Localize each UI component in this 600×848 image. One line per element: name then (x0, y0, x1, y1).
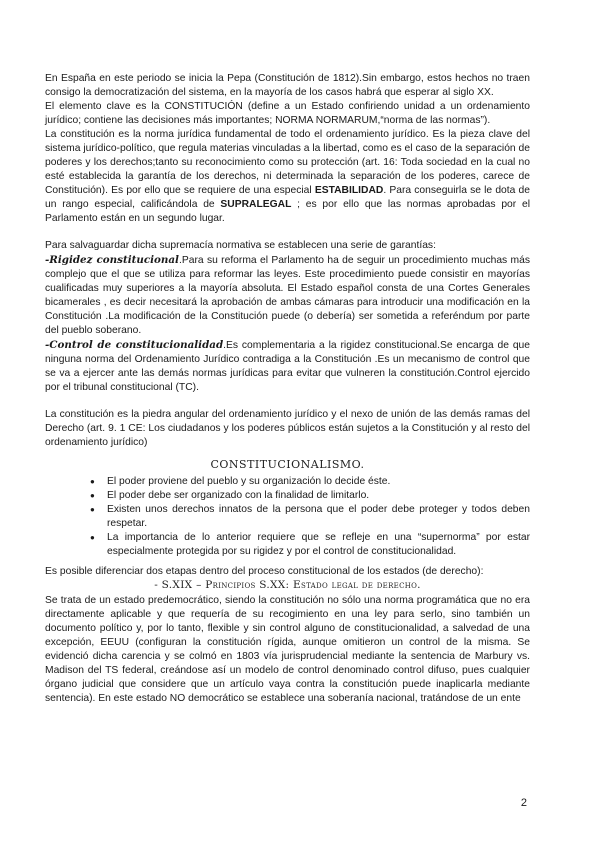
text-run: La constitución es la norma jurídica fundamental de todo el ordenamiento jurídico. Es la pieza clave del sistema jurídico-político, que regula materias vinculadas a la libertad, como es el caso de la separación de poderes y los derechos;tanto su reconocimiento como su protección (art. 16: Toda sociedad en la cual no esté establecida la garantía de los derechos, ni determinada la separación de los poderes, carece de Constitución). Es por ello que se requiere de una especial (45, 129, 530, 196)
text-run: . Para conseguirla se le dota de un rango especial, calificándola de (45, 185, 531, 210)
paragraph-piedra-angular: La constitución es la piedra angular del ordenamiento jurídico y el nexo de unión de las demás ramas del Derecho (art. 9. 1 CE: Los ciudadanos y los poderes públicos están sujetos a la Constitución y al resto del ordenamiento jurídico) (45, 409, 530, 448)
list-item: ● Existen unos derechos innatos de la persona que el poder debe proteger y todos deben respetar. (107, 503, 530, 531)
text-run: .Para su reforma el Parlamento ha de seguir un procedimiento muchas más complejo que el que se utiliza para reformar las leyes. Este procedimiento puede consistir en mayorías cualificadas muy superiores a la mayoría absoluta. El Estado español consta de una Cortes Generales bicamerales , es decir necesitará la aprobación de ambas cámaras para introducir una modificación en la Constitución .La modificación de la Constitución puede (o debería) ser sometida a referéndum por parte del pueblo soberano. (45, 255, 530, 336)
document-body (45, 72, 530, 706)
paragraph-control (45, 338, 530, 395)
page-number: 2 (520, 797, 527, 809)
subtitle: - S.XIX – Principios S.XX: Estado legal de derecho. (154, 579, 421, 591)
list-item: ● La importancia de lo anterior requiere que se refleje en una “supernorma” por estar especialmente protegida por su rigidez y por el control de constitucionalidad. (107, 531, 530, 559)
text-run: .Es complementaria a la rigidez constitucional.Se encarga de que ninguna norma del Ordenamiento Jurídico contradiga a la Constitución .Es un mecanismo de control que se va a ejercer ante las demás normas jurídicas para evitar que vulneren la constitución.Control ejercido por el tribunal constitucional (TC). (45, 340, 530, 393)
bold-estabilidad: ESTABILIDAD (314, 185, 384, 196)
bullet-list (45, 475, 530, 559)
heading-control: -Control de constitucionalidad (45, 339, 224, 351)
paragraph-elemento-clave: El elemento clave es la CONSTITUCIÓN (define a un Estado confiriendo unidad a un ordenamiento jurídico; contiene las decisiones más importantes; NORMA NORMARUM,“norma de las normas”). (45, 101, 530, 126)
heading-rigidez: -Rigidez constitucional (45, 254, 179, 266)
paragraph-estado-predemocratico: Se trata de un estado predemocrático, siendo la constitución no sólo una norma programática que no era directamente aplicable y que requería de su recogimiento en una ley para serlo, sino también un documento político y, por lo tanto, flexible y sin control alguno de constitucionalidad, a salvedad de una excepción, EEUU (configuran la constitución rígida, aunque omitieron un control de la misma. Se evidenció dicha carencia y se colmó en 1803 vía jurisprudencial mediante la sentencia de Marbury vs. Madison del TS federal, creándose así un modelo de control denominado control difuso, pues cualquier órgano judicial que considere que un artículo vaya contra la constitución puede inaplicarla mediante sentencia). En este estado NO democrático se establece una soberanía nacional, tratándose de un ente (45, 595, 530, 704)
bold-supralegal: SUPRALEGAL (220, 199, 292, 210)
paragraph-norma-fundamental (45, 128, 530, 226)
paragraph-pepa: En España en este periodo se inicia la Pepa (Constitución de 1812).Sin embargo, estos hechos no traen consigo la democratización del sistema, en la mayoría de los casos habrá que esperar al siglo XX. (45, 73, 530, 98)
paragraph-etapas: Es posible diferenciar dos etapas dentro del proceso constitucional de los estados (de derecho): (45, 566, 484, 577)
list-item: ● El poder debe ser organizado con la finalidad de limitarlo. (107, 489, 530, 503)
paragraph-rigidez (45, 253, 530, 338)
list-item: ● El poder proviene del pueblo y su organización lo decide éste. (107, 475, 530, 489)
paragraph-garantias: Para salvaguardar dicha supremacía normativa se establecen una serie de garantías: (45, 240, 436, 251)
section-title: CONSTITUCIONALISMO. (210, 458, 365, 471)
text-run: ; es por ello que las normas aprobadas por el Parlamento están en un segundo lugar. (45, 199, 530, 224)
